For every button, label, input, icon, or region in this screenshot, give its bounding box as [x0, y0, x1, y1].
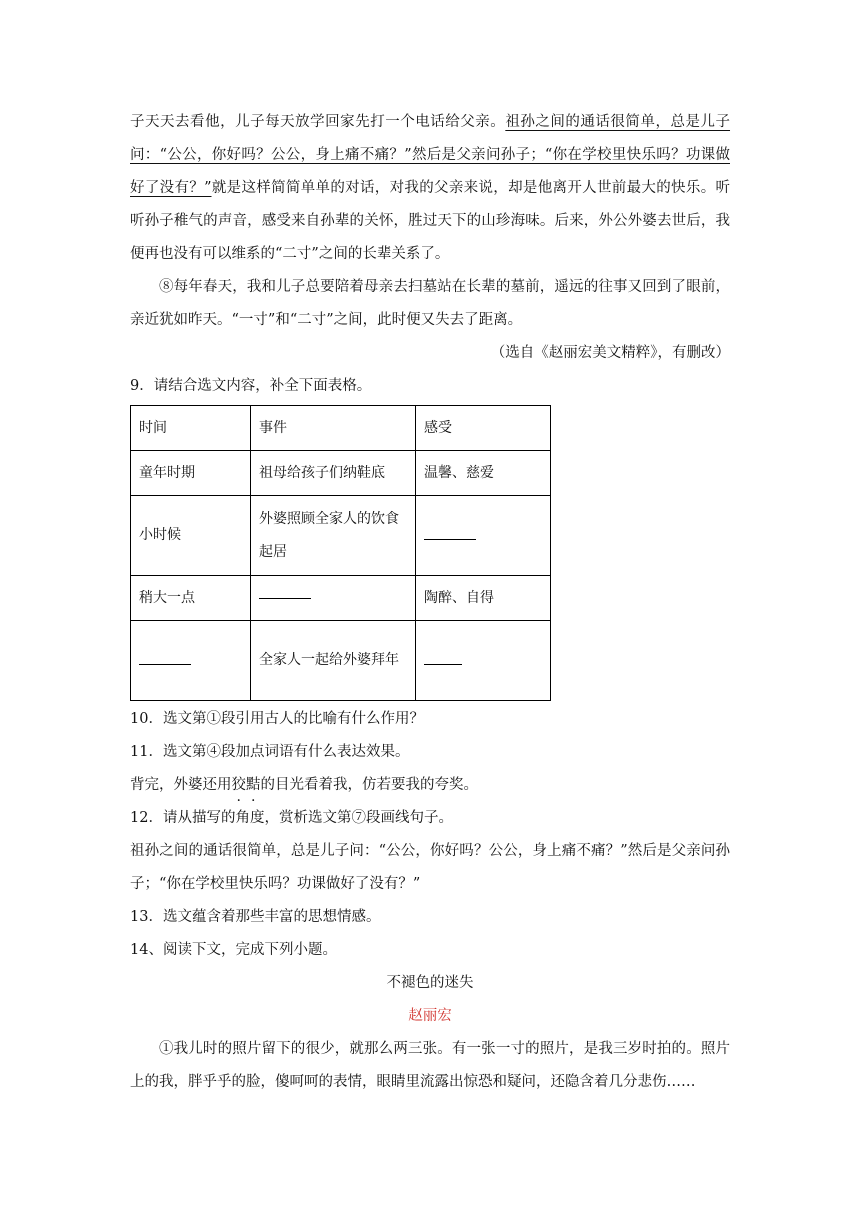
table-row	[131, 621, 551, 701]
article-paragraph-1: ①我儿时的照片留下的很少，就那么两三张。有一张一寸的照片，是我三岁时拍的。照片上的我，胖乎乎的脸，傻呵呵的表情，眼睛里流露出惊恐和疑问，还隐含着几分悲伤……	[130, 1041, 730, 1090]
paragraph-7: 子天天去看他，儿子每天放学回家先打一个电话给父亲。祖孙之间的通话很简单，总是儿子问：“公公，你好吗？公公，身上痛不痛？”然后是父亲问孙子；“你在学校里快乐吗？功课做好了没有？”就是这样简简单单的对话，对我的父亲来说，却是他离开人世前最大的快乐。听听孙子稚气的声音，感受来自孙辈的关怀，胜过天下的山珍海味。后来，外公外婆去世后，我便再也没有可以维系的“二寸”之间的长辈关系了。	[130, 114, 731, 262]
article-title: 不褪色的迷失	[386, 975, 474, 991]
answer-table	[130, 405, 551, 701]
table-row	[131, 496, 551, 576]
table-cell-blank[interactable]	[416, 496, 551, 576]
table-cell: 童年时期	[131, 451, 251, 496]
dotted-word-char: 狡	[231, 777, 246, 793]
source-citation: （选自《赵丽宏美文精粹》，有删改）	[490, 345, 730, 361]
question-13: 13．选文蕴含着那些丰富的思想情感。	[130, 909, 381, 925]
table-cell: 温馨、慈爱	[416, 451, 551, 496]
question-9: 9．请结合选文内容，补全下面表格。	[130, 378, 372, 394]
question-14: 14、阅读下文，完成下列小题。	[130, 942, 337, 958]
table-header-cell: 感受	[416, 406, 551, 451]
question-12: 12．请从描写的角度，赏析选文第⑦段画线句子。	[130, 810, 453, 826]
question-11: 11．选文第④段加点词语有什么表达效果。	[130, 744, 410, 760]
answer-blank[interactable]	[424, 663, 462, 665]
table-row	[131, 451, 551, 496]
article-author: 赵丽宏	[408, 1008, 452, 1024]
table-cell: 外婆照顾全家人的饮食起居	[251, 496, 416, 576]
table-row	[131, 576, 551, 621]
dotted-word-char: 黠	[246, 777, 261, 793]
paragraph-8: ⑧每年春天，我和儿子总要陪着母亲去扫墓站在长辈的墓前，遥远的往事又回到了眼前，亲近犹如昨天。“一寸”和“二寸”之间，此时便又失去了距离。	[130, 279, 730, 328]
question-10: 10．选文第①段引用古人的比喻有什么作用？	[130, 711, 424, 727]
question-11-sentence: 背完，外婆还用狡黠的目光看着我，仿若要我的夸奖。	[130, 777, 478, 793]
table-header-cell: 事件	[251, 406, 416, 451]
underlined-sentence: 祖孙之间的通话很简单，总是儿子问：“公公，你好吗？公公，身上痛不痛？”然后是父亲问孙子；“你在学校里快乐吗？功课做好了没有？”	[130, 114, 731, 196]
answer-blank[interactable]	[259, 597, 311, 599]
table-cell: 陶醉、自得	[416, 576, 551, 621]
answer-blank[interactable]	[139, 663, 191, 665]
table-cell-blank[interactable]	[251, 576, 416, 621]
table-cell: 祖母给孩子们纳鞋底	[251, 451, 416, 496]
table-header-cell: 时间	[131, 406, 251, 451]
answer-blank[interactable]	[424, 538, 476, 540]
table-cell: 全家人一起给外婆拜年	[251, 621, 416, 701]
table-cell-blank[interactable]	[131, 621, 251, 701]
table-cell: 稍大一点	[131, 576, 251, 621]
table-cell-blank[interactable]	[416, 621, 551, 701]
table-header-row	[131, 406, 551, 451]
document-page	[130, 106, 730, 1099]
question-12-sentence: 祖孙之间的通话很简单，总是儿子问：“公公，你好吗？公公，身上痛不痛？”然后是父亲问孙子；“你在学校里快乐吗？功课做好了没有？”	[130, 843, 730, 892]
table-cell: 小时候	[131, 496, 251, 576]
